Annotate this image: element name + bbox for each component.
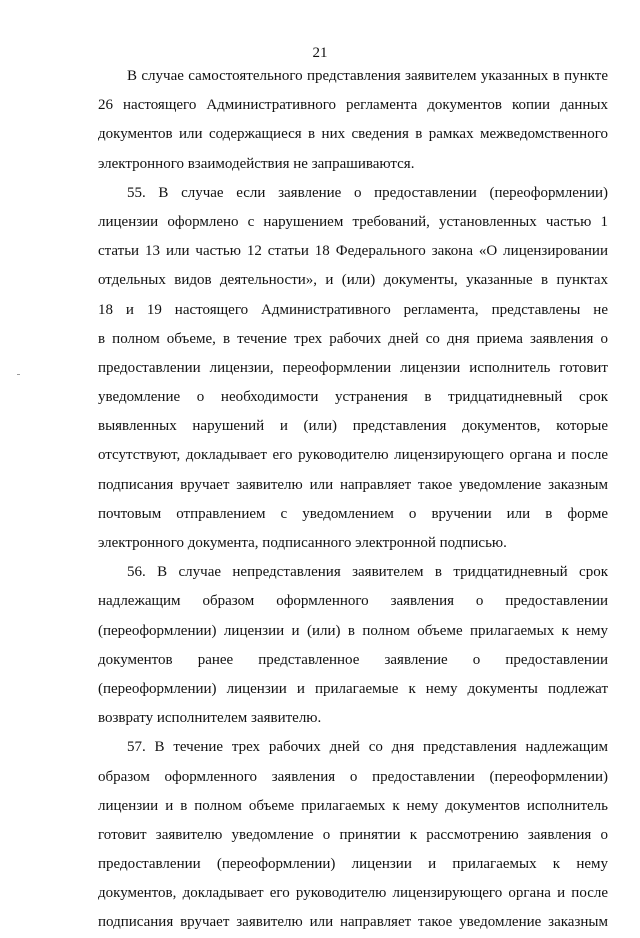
text-line: статьи 13 или частью 12 статьи 18 Федерального закона «О лицензировании: [98, 243, 608, 260]
text-line: подписания вручает заявителю или направляет такое уведомление заказным: [98, 476, 608, 493]
text-line: (переоформлении) лицензии и прилагаемые к нему документы подлежат: [98, 680, 608, 697]
text-line: 55. В случае если заявление о предоставлении (переоформлении): [127, 184, 608, 201]
text-line: документов или содержащиеся в них сведения в рамках межведомственного: [98, 126, 608, 143]
text-line: электронного документа, подписанного электронной подписью.: [98, 535, 507, 551]
text-line: выявленных нарушений и (или) представления документов, которые: [98, 418, 608, 435]
text-line: образом оформленного заявления о предоставлении (переоформлении): [98, 768, 608, 785]
text-line: документов, докладывает его руководителю лицензирующего органа и после: [98, 885, 608, 902]
text-line: 57. В течение трех рабочих дней со дня представления надлежащим: [127, 739, 608, 756]
text-line: документов ранее представленное заявление о предоставлении: [98, 651, 608, 668]
document-body: [98, 62, 608, 938]
text-line: подписания вручает заявителю или направляет такое уведомление заказным: [98, 914, 608, 931]
text-line: электронного взаимодействия не запрашиваются.: [98, 155, 415, 172]
text-line: отсутствуют, докладывает его руководителю лицензирующего органа и после: [98, 447, 608, 464]
text-line: 26 настоящего Административного регламента документов копии данных: [98, 97, 608, 114]
text-line: (переоформлении) лицензии и (или) в полном объеме прилагаемых к нему: [98, 622, 608, 639]
text-line: надлежащим образом оформленного заявления о предоставлении: [98, 593, 608, 610]
text-line: возврату исполнителем заявителю.: [98, 710, 322, 727]
text-line: 56. В случае непредставления заявителем в тридцатидневный срок: [127, 564, 608, 581]
text-line: 18 и 19 настоящего Административного регламента, представлены не: [98, 301, 608, 318]
text-line: уведомление о необходимости устранения в тридцатидневный срок: [98, 389, 608, 406]
page-number: 21: [312, 45, 328, 61]
paragraph-56: [98, 558, 608, 733]
text-line: почтовым отправлением с уведомлением о вручении или в форме: [98, 505, 608, 522]
text-line: предоставлении (переоформлении) лицензии и прилагаемых к нему: [98, 856, 608, 873]
paragraph-55: [98, 179, 608, 558]
text-line: лицензии оформлено с нарушением требований, установленных частью 1: [98, 213, 608, 230]
text-line: готовит заявителю уведомление о принятии к рассмотрению заявления о: [98, 826, 608, 843]
paragraph-1: [98, 62, 608, 179]
text-line: отдельных видов деятельности», и (или) документы, указанные в пунктах: [98, 272, 608, 289]
paragraph-57: [98, 733, 608, 937]
text-line: лицензии и в полном объеме прилагаемых к нему документов исполнитель: [98, 797, 608, 814]
scan-speck: [17, 374, 20, 375]
text-line: в полном объеме, в течение трех рабочих дней со дня приема заявления о: [98, 330, 608, 347]
text-line: В случае самостоятельного представления заявителем указанных в пункте: [127, 68, 608, 84]
text-line: предоставлении лицензии, переоформлении лицензии исполнитель готовит: [98, 359, 608, 376]
